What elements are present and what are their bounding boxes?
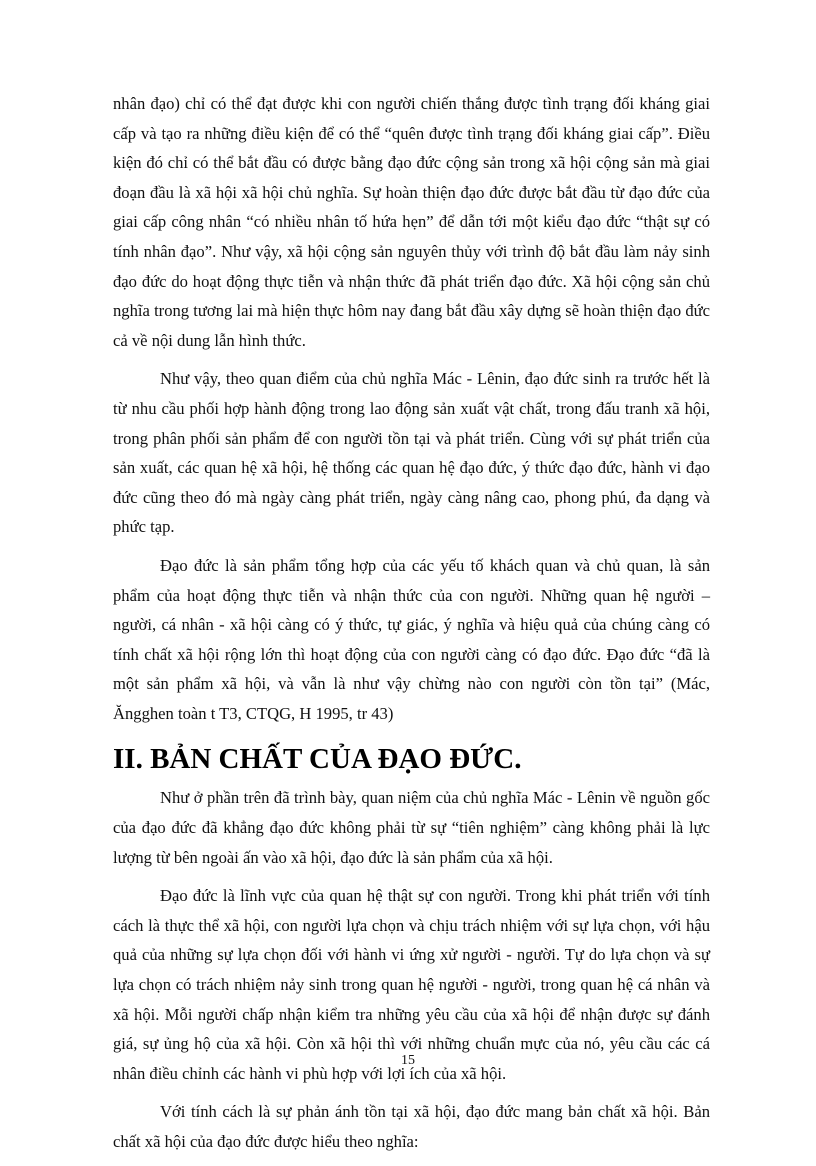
paragraph: Như vậy, theo quan điểm của chủ nghĩa Mác - Lênin, đạo đức sinh ra trước hết là từ nhu cầu phối hợp hành động trong lao động sản xuất vật chất, trong đấu tranh xã hội, trong phân phối sản phẩm để con người tồn tại và phát triển. Cùng với sự phát triển của sản xuất, các quan hệ xã hội, hệ thống các quan hệ đạo đức, ý thức đạo đức, hành vi đạo đức cũng theo đó mà ngày càng phát triển, ngày càng nâng cao, phong phú, đa dạng và phức tạp. (113, 369, 710, 537)
document-page (113, 89, 710, 1166)
paragraph: Đạo đức là sản phẩm tổng hợp của các yếu tố khách quan và chủ quan, là sản phẩm của hoạt động thực tiễn và nhận thức của con người. Những quan hệ người – người, cá nhân - xã hội càng có ý thức, tự giác, ý nghĩa và hiệu quả của chúng càng có tính chất xã hội rộng lớn thì hoạt động của con người càng có đạo đức. Đạo đức “đã là một sản phẩm xã hội, và vẫn là như vậy chừng nào con người còn tồn tại” (Mác, Ăngghen toàn t T3, CTQG, H 1995, tr 43) (113, 555, 710, 723)
paragraph: Với tính cách là sự phản ánh tồn tại xã hội, đạo đức mang bản chất xã hội. Bản chất xã hội của đạo đức được hiểu theo nghĩa: (113, 1102, 710, 1151)
paragraph: Như ở phần trên đã trình bày, quan niệm của chủ nghĩa Mác - Lênin về nguồn gốc của đạo đức đã khẳng đạo đức không phải từ sự “tiên nghiệm” càng không phải là lực lượng từ bên ngoài ấn vào xã hội, đạo đức là sản phẩm của xã hội. (113, 788, 710, 867)
section-heading: II. BẢN CHẤT CỦA ĐẠO ĐỨC. (113, 743, 522, 776)
paragraph: nhân đạo) chỉ có thể đạt được khi con người chiến thắng được tình trạng đối kháng giai cấp và tạo ra những điều kiện để có thể “quên được tình trạng đối kháng giai cấp”. Điều kiện đó chỉ có thể bắt đầu có được bằng đạo đức cộng sản trong xã hội cộng sản mà giai đoạn đầu là xã hội xã hội chủ nghĩa. Sự hoàn thiện đạo đức được bắt đầu từ đạo đức của giai cấp công nhân “có nhiều nhân tố hứa hẹn” để dẫn tới một kiểu đạo đức “thật sự có tính nhân đạo”. Như vậy, xã hội cộng sản nguyên thủy với trình độ bắt đầu làm nảy sinh đạo đức do hoạt động thực tiễn và nhận thức đã phát triển đạo đức. Xã hội cộng sản chủ nghĩa trong tương lai mà hiện thực hôm nay đang bắt đầu xây dựng sẽ hoàn thiện đạo đức cả về nội dung lẫn hình thức. (113, 94, 710, 350)
page-number: 15 (401, 1053, 415, 1068)
paragraph: Đạo đức là lĩnh vực của quan hệ thật sự con người. Trong khi phát triển với tính cách là thực thể xã hội, con người lựa chọn và chịu trách nhiệm với sự lựa chọn, với hậu quả của những sự lựa chọn đối với hành vi ứng xử người - người. Tự do lựa chọn và sự lựa chọn có trách nhiệm nảy sinh trong quan hệ người - người, trong quan hệ cá nhân và xã hội. Mỗi người chấp nhận kiểm tra những yêu cầu của xã hội để nhận được sự đánh giá, sự ủng hộ của xã hội. Còn xã hội thì với những chuẩn mực của nó, yêu cầu các cá nhân điều chỉnh các hành vi phù hợp với lợi ích của xã hội. (113, 886, 710, 1083)
